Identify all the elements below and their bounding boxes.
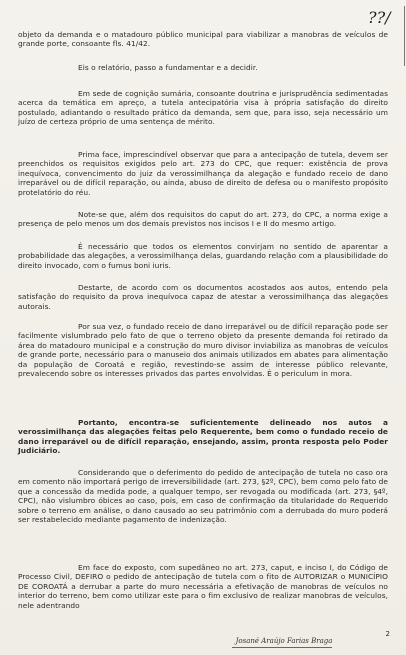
paragraph-9: Portanto, encontra-se suficientemente delineado nos autos a verossimilhança das alegações feitas pelo Requerente, bem como o fundado receio de dano irreparável ou de difícil reparação, ensejando, assim, pronta resposta pelo Poder Judiciário. xyxy=(18,418,388,456)
signature-line xyxy=(232,647,332,648)
paragraph-8: Por sua vez, o fundado receio de dano irreparável ou de difícil reparação pode ser facilmente vislumbrado pelo fato de que o terreno objeto da presente demanda foi retirado da área do matadouro municipal e a construção do muro divisor inviabiliza as manobras de veículos de grande porte, necessário para o manuseio dos animais utilizados em abates para alimentação da população de Coroatá e região, revestindo-se assim de interesse público relevante, prevalecendo sobre os interesses privados das partes envolvidas. É o periculum in mora. xyxy=(18,322,388,379)
paragraph-3: Em sede de cognição sumária, consoante doutrina e jurisprudência sedimentadas acerca da temática em apreço, a tutela antecipatória visa à própria satisfação do direito postulado, adiantando o resultado prático da demanda, sem que, para isso, seja necessário um juízo de certeza próprio de uma sentença de mérito. xyxy=(18,89,388,127)
paragraph-11: Em face do exposto, com supedâneo no art. 273, caput, e inciso I, do Código de Processo Civil, DEFIRO o pedido de antecipação de tutela com o fito de AUTORIZAR o MUNICÍPIO DE COROATÁ a derrubar a parte do muro necessária a efetivação de manobras de veículos no interior do terreno, bem como utilizar este para o fim exclusivo de realizar manobras de veículos, nele adentrando xyxy=(18,563,388,610)
paragraph-7: Destarte, de acordo com os documentos acostados aos autos, entendo pela satisfação do requisito da prova inequívoca capaz de atestar a verossimilhança das alegações autorais. xyxy=(18,283,388,311)
paragraph-1: objeto da demanda e o matadouro público municipal para viabilizar a manobras de veículos de grande porte, consoante fls. 41/42. xyxy=(18,30,388,49)
paragraph-10: Considerando que o deferimento do pedido de antecipação de tutela no caso ora em comento não importará perigo de irreversibilidade (art. 273, §2º, CPC), bem como pelo fato de que a concessão da medida pode, a qualquer tempo, ser revogada ou modificada (art. 273, §4º, CPC), não vislumbro óbices ao caso, pois, em caso de confirmação da titularidade do Requerido sobre o terreno em análise, o dano causado ao seu patrimônio com a derrubada do muro poderá ser restabelecido mediante pagamento de indenização. xyxy=(18,468,388,525)
paragraph-6: É necessário que todos os elementos convirjam no sentido de aparentar a probabilidade das alegações, a verossimilhança delas, guardando relação com a plausibilidade do direito invocado, com o fumus boni iuris. xyxy=(18,242,388,270)
paragraph-2: Eis o relatório, passo a fundamentar e a decidir. xyxy=(78,63,258,72)
paragraph-4: Prima face, imprescindível observar que para a antecipação de tutela, devem ser preenchidos os requisitos exigidos pelo art. 273 do CPC, que requer: existência de prova inequívoca, convencimento do juiz da verossimilhança da alegação e fundado receio de dano irreparável ou de difícil reparação, ou ainda, abuso de direito de defesa ou o manifesto propósito protelatório do réu. xyxy=(18,150,388,197)
signature: Josané Araújo Farias Braga xyxy=(235,637,333,645)
paragraph-5: Note-se que, além dos requisitos do caput do art. 273, do CPC, a norma exige a presença de pelo menos um dos demais previstos nos incisos I e II do mesmo artigo. xyxy=(18,210,388,229)
page-number: 2 xyxy=(385,630,390,638)
page-stamp: ??/ xyxy=(368,8,391,27)
